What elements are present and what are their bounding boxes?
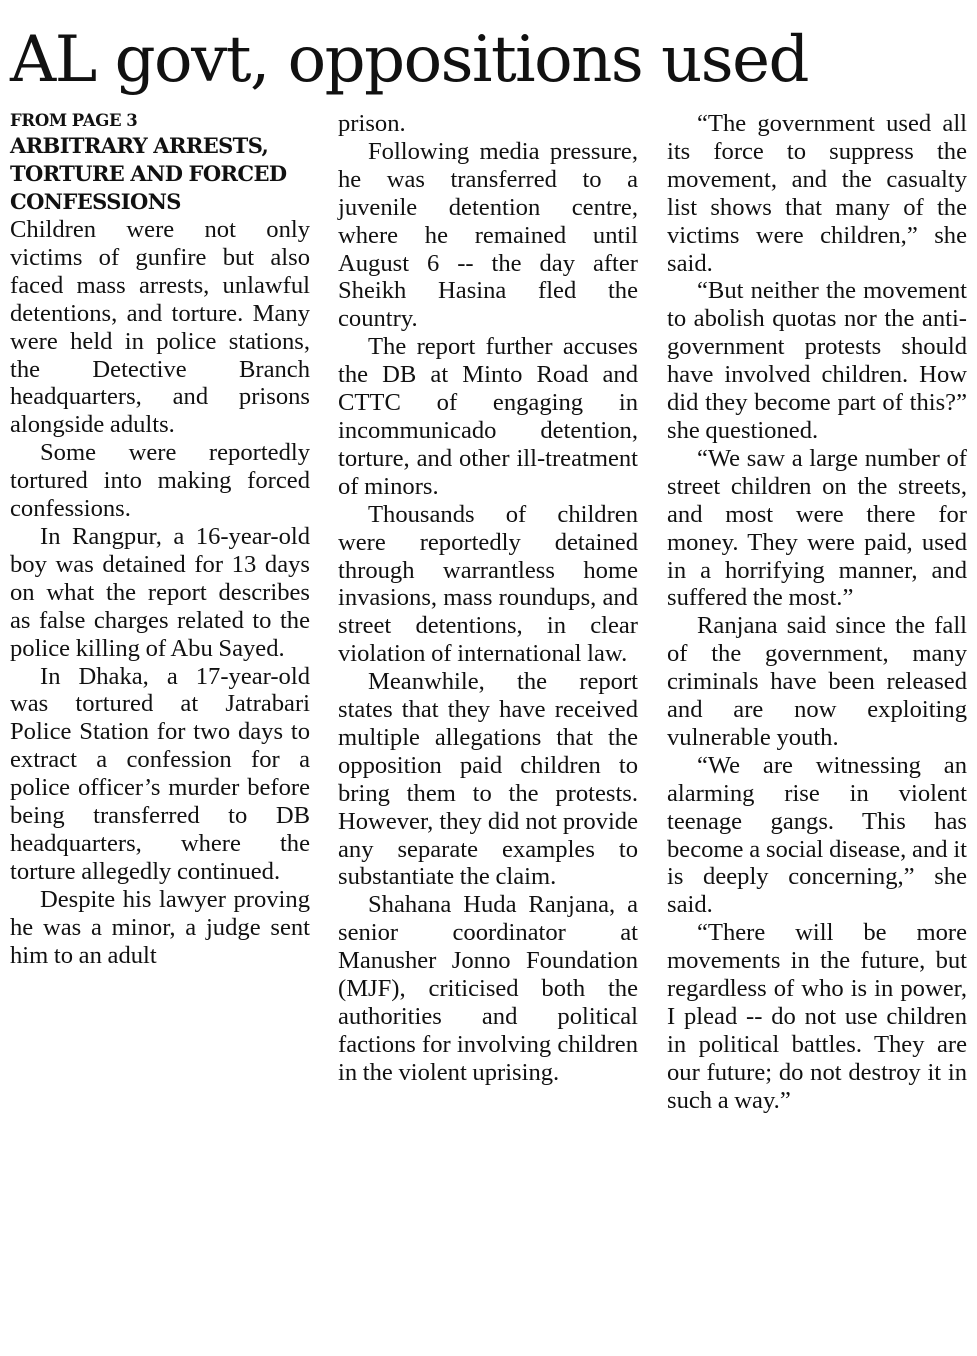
paragraph: “We saw a large number of street children on the streets, and most were there for money. They were paid, used in a horrifying manner, and suffered the most.”: [667, 444, 967, 612]
paragraph: In Dhaka, a 17-year-old was tortured at Jatrabari Police Station for two days to extract a confession for a police officer’s murder before being transferred to DB headquarters, where the torture allegedly continued.: [10, 662, 310, 885]
paragraph: “But neither the movement to abolish quotas nor the anti-government protests should have involved children. How did they become part of this?” she questioned.: [667, 277, 967, 444]
paragraph: Some were reportedly tortured into making forced confessions.: [10, 439, 310, 523]
paragraph: Thousands of children were reportedly detained through warrantless home invasions, mass roundups, and street detentions, in clear violation of international law.: [338, 500, 638, 668]
paragraph: prison.: [338, 110, 406, 137]
paragraph: The report further accuses the DB at Minto Road and CTTC of engaging in incommunicado detention, torture, and other ill-treatment of minors.: [338, 333, 638, 500]
article-column-1: [10, 110, 310, 969]
subheading: ARBITRARY ARRESTS, TORTURE AND FORCED CONFESSIONS: [10, 133, 287, 214]
headline: AL govt, oppositions used: [10, 23, 808, 97]
article-column-2: [338, 110, 638, 1087]
paragraph: Children were not only victims of gunfire but also faced mass arrests, unlawful detentions, and torture. Many were held in police stations, the Detective Branch headquarters, and prisons alongside adults.: [10, 216, 310, 439]
jump-line: FROM PAGE 3: [10, 111, 138, 130]
paragraph: Meanwhile, the report states that they have received multiple allegations that the opposition paid children to bring them to the protests. However, they did not provide any separate examples to substantiate the claim.: [338, 668, 638, 891]
paragraph: Ranjana said since the fall of the government, many criminals have been released and are now exploiting vulnerable youth.: [667, 612, 967, 751]
article-column-3: [667, 110, 967, 1115]
paragraph: Following media pressure, he was transferred to a juvenile detention centre, where he remained until August 6 -- the day after Sheikh Hasina fled the country.: [338, 137, 638, 333]
paragraph: “We are witnessing an alarming rise in violent teenage gangs. This has become a social disease, and it is deeply concerning,” she said.: [667, 751, 967, 919]
paragraph: Shahana Huda Ranjana, a senior coordinator at Manusher Jonno Foundation (MJF), criticised both the authorities and political factions for involving children in the violent uprising.: [338, 891, 638, 1086]
paragraph: “The government used all its force to suppress the movement, and the casualty list shows that many of the victims were children,” she said.: [667, 110, 967, 277]
paragraph: Despite his lawyer proving he was a minor, a judge sent him to an adult: [10, 885, 310, 969]
paragraph: In Rangpur, a 16-year-old boy was detained for 13 days on what the report describes as false charges related to the police killing of Abu Sayed.: [10, 522, 310, 662]
paragraph: “There will be more movements in the future, but regardless of who is in power, I plead -- do not use children in political battles. They are our future; do not destroy it in such a way.”: [667, 919, 967, 1114]
